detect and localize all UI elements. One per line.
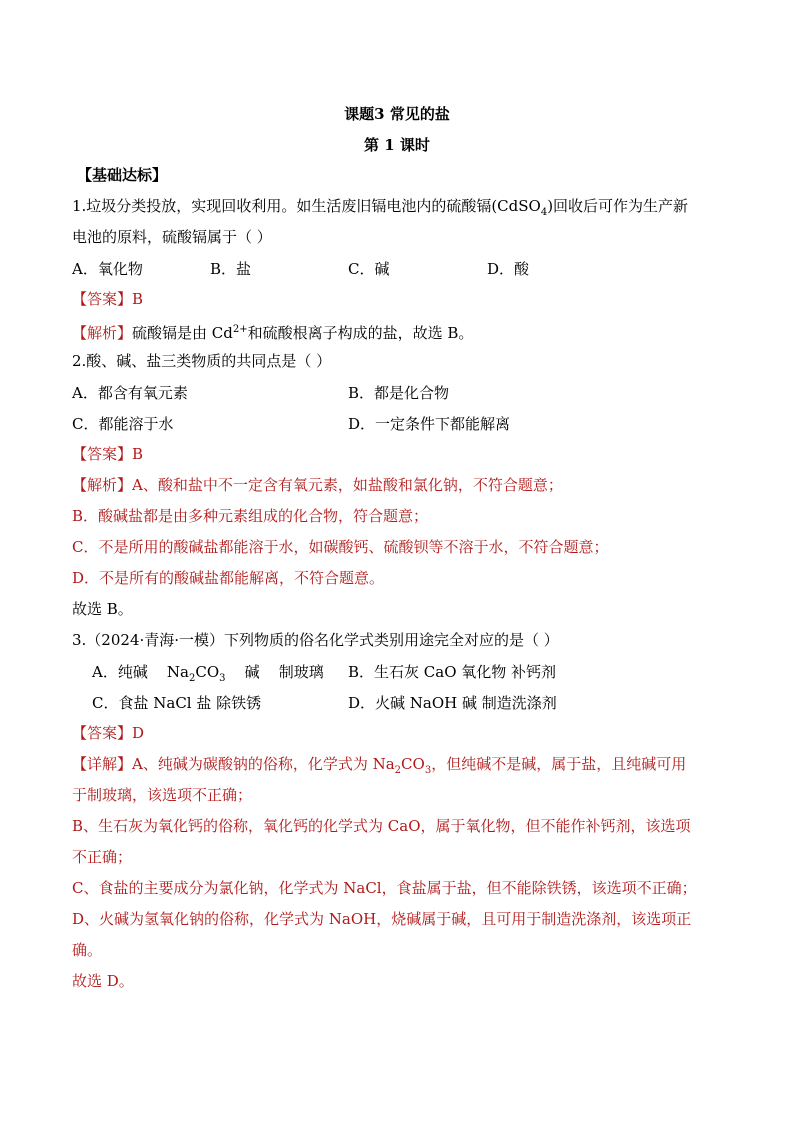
q3-detail-b-line1: B、生石灰为氧化钙的俗称，氧化钙的化学式为 CaO，属于氧化物，但不能作补钙剂，该选项 (72, 817, 691, 835)
q2-analysis-b: B．酸碱盐都是由多种元素组成的化合物，符合题意； (72, 507, 429, 525)
q3-detail-a-line2: 于制玻璃，该选项不正确； (72, 786, 253, 804)
q1-stem-line1: 1.垃圾分类投放，实现回收利用。如生活废旧镉电池内的硫酸镉(CdSO$_4$)回收后可作为生产新 (72, 197, 689, 218)
q2-answer: 【答案】B (72, 445, 144, 463)
q3-detail-d-line2: 确。 (72, 941, 103, 959)
q1-option-c: C．碱 (348, 260, 390, 278)
q3-detail-d-line1: D、火碱为氢氧化钠的俗称，化学式为 NaOH，烧碱属于碱，且可用于制造洗涤剂，该选项正 (72, 910, 692, 928)
q3-option-c: C．食盐 NaCl 盐 除铁锈 (92, 694, 262, 712)
lesson-subtitle: 第 1 课时 (364, 136, 430, 154)
q2-option-d: D．一定条件下都能解离 (348, 415, 511, 433)
q2-option-b: B．都是化合物 (348, 384, 450, 402)
q1-option-d: D．酸 (487, 260, 530, 278)
q2-option-c: C．都能溶于水 (72, 415, 174, 433)
q3-stem: 3.（2024·青海·一模）下列物质的俗名化学式类别用途完全对应的是（ ） (72, 631, 559, 649)
q1-analysis: 【解析】硫酸镉是由 $Cd^{2+}$和硫酸根离子构成的盐，故选 B。 (72, 324, 474, 342)
q2-analysis-a: 【解析】A、酸和盐中不一定含有氧元素，如盐酸和氯化钠，不符合题意； (72, 476, 563, 494)
q2-stem: 2.酸、碱、盐三类物质的共同点是（ ） (72, 352, 332, 370)
q3-option-b: B．生石灰 CaO 氧化物 补钙剂 (348, 663, 557, 681)
q3-option-d: D．火碱 NaOH 碱 制造洗涤剂 (348, 694, 557, 712)
q1-option-b: B．盐 (210, 260, 252, 278)
q3-conclusion: 故选 D。 (72, 972, 134, 990)
section-heading: 【基础达标】 (77, 166, 168, 184)
q3-option-a: A．纯碱 $Na_2CO_3$ 碱 制玻璃 (92, 663, 324, 684)
q1-stem-line2: 电池的原料，硫酸镉属于（ ） (72, 228, 272, 246)
q3-detail-b-line2: 不正确； (72, 848, 133, 866)
q3-detail-a-line1: 【详解】A、纯碱为碳酸钠的俗称，化学式为 $Na_2CO_3$，但纯碱不是碱，属于盐，且纯碱可用 (72, 755, 687, 776)
q3-detail-c: C、食盐的主要成分为氯化钠，化学式为 NaCl，食盐属于盐，但不能除铁锈，该选项不正确； (72, 879, 697, 897)
q2-option-a: A．都含有氧元素 (72, 384, 188, 402)
q2-analysis-c: C．不是所用的酸碱盐都能溶于水，如碳酸钙、硫酸钡等不溶于水，不符合题意； (72, 538, 609, 556)
lesson-title: 课题3 常见的盐 (344, 105, 450, 123)
q2-analysis-d: D．不是所有的酸碱盐都能解离，不符合题意。 (72, 569, 385, 587)
q2-conclusion: 故选 B。 (72, 600, 133, 618)
q1-answer: 【答案】B (72, 290, 144, 308)
q3-answer: 【答案】D (72, 724, 145, 742)
q1-option-a: A．氧化物 (72, 260, 143, 278)
